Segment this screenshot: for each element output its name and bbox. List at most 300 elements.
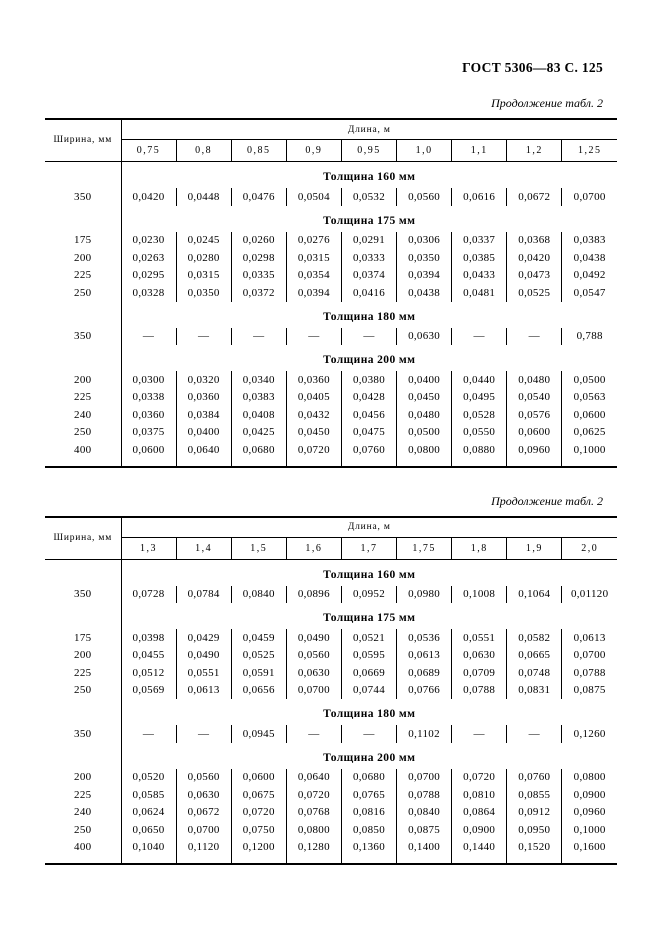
value-cell: 0,0950 <box>507 821 562 839</box>
value-cell: 0,0630 <box>452 647 507 665</box>
value-cell: 0,0600 <box>507 424 562 442</box>
value-cell: 0,0560 <box>286 647 341 665</box>
value-cell: 0,01120 <box>562 586 617 604</box>
value-cell: 0,1280 <box>286 839 341 865</box>
value-cell: 0,0640 <box>286 769 341 787</box>
length-header: Длина, м <box>121 119 617 140</box>
value-cell: 0,0613 <box>176 682 231 700</box>
value-cell: 0,0960 <box>562 804 617 822</box>
table-row <box>45 424 617 442</box>
table-row <box>45 284 617 302</box>
section-row <box>45 559 617 586</box>
section-width-spacer <box>45 699 121 725</box>
value-cell: 0,0500 <box>397 424 452 442</box>
value-cell: 0,0315 <box>176 267 231 285</box>
value-cell: 0,0625 <box>562 424 617 442</box>
value-cell: 0,0375 <box>121 424 176 442</box>
value-cell: 0,0952 <box>341 586 396 604</box>
value-cell: 0,0613 <box>562 629 617 647</box>
value-cell: 0,0450 <box>286 424 341 442</box>
section-width-spacer <box>45 162 121 189</box>
value-cell: 0,0960 <box>507 441 562 467</box>
value-cell: 0,0765 <box>341 786 396 804</box>
value-cell: 0,0875 <box>397 821 452 839</box>
table-body <box>45 162 617 467</box>
value-cell: 0,0680 <box>341 769 396 787</box>
value-cell: 0,0569 <box>121 682 176 700</box>
width-cell: 350 <box>45 188 121 206</box>
length-header: Длина, м <box>121 517 617 538</box>
value-cell: 0,0476 <box>231 188 286 206</box>
value-cell: 0,0337 <box>452 232 507 250</box>
value-cell: 0,0525 <box>507 284 562 302</box>
value-cell: 0,0766 <box>397 682 452 700</box>
value-cell: 0,0374 <box>341 267 396 285</box>
value-cell: 0,0850 <box>341 821 396 839</box>
value-cell: 0,0720 <box>286 786 341 804</box>
value-cell: 0,0831 <box>507 682 562 700</box>
section-width-spacer <box>45 603 121 629</box>
value-cell: 0,0875 <box>562 682 617 700</box>
value-cell: 0,0416 <box>341 284 396 302</box>
value-cell: 0,0680 <box>231 441 286 467</box>
value-cell: 0,0425 <box>231 424 286 442</box>
width-cell: 175 <box>45 629 121 647</box>
width-cell: 350 <box>45 328 121 346</box>
value-cell: 0,0768 <box>286 804 341 822</box>
value-cell: 0,1520 <box>507 839 562 865</box>
value-cell: 0,0672 <box>176 804 231 822</box>
section-title: Толщина 175 мм <box>323 214 416 227</box>
table-header <box>45 119 617 162</box>
width-cell: 250 <box>45 284 121 302</box>
value-cell: 0,0380 <box>341 371 396 389</box>
value-cell: 0,0280 <box>176 249 231 267</box>
table-row <box>45 249 617 267</box>
length-column-header: 1,7 <box>341 537 396 559</box>
value-cell: 0,0720 <box>286 441 341 467</box>
value-cell: 0,0440 <box>452 371 507 389</box>
value-cell: 0,0585 <box>121 786 176 804</box>
value-cell: 0,0400 <box>397 371 452 389</box>
length-column-header: 1,6 <box>286 537 341 559</box>
value-cell: 0,0480 <box>397 406 452 424</box>
table-row <box>45 769 617 787</box>
value-cell: 0,1064 <box>507 586 562 604</box>
value-cell: 0,0408 <box>231 406 286 424</box>
value-cell: 0,0383 <box>231 389 286 407</box>
value-cell: 0,0784 <box>176 586 231 604</box>
value-cell: 0,0728 <box>121 586 176 604</box>
value-cell: 0,0912 <box>507 804 562 822</box>
value-cell: 0,0800 <box>286 821 341 839</box>
value-cell: 0,0438 <box>397 284 452 302</box>
value-cell: 0,1000 <box>562 441 617 467</box>
width-cell: 225 <box>45 664 121 682</box>
value-cell: 0,0448 <box>176 188 231 206</box>
value-cell: 0,1000 <box>562 821 617 839</box>
dimensions-table <box>45 516 617 866</box>
value-cell: — <box>286 725 341 743</box>
table-row <box>45 406 617 424</box>
section-row <box>45 206 617 232</box>
table-row <box>45 725 617 743</box>
value-cell: 0,0350 <box>397 249 452 267</box>
table-row <box>45 786 617 804</box>
section-title: Толщина 160 мм <box>323 171 416 183</box>
value-cell: 0,0384 <box>176 406 231 424</box>
value-cell: 0,0547 <box>562 284 617 302</box>
value-cell: 0,0405 <box>286 389 341 407</box>
value-cell: 0,0504 <box>286 188 341 206</box>
value-cell: 0,0616 <box>452 188 507 206</box>
value-cell: 0,1400 <box>397 839 452 865</box>
value-cell: 0,0665 <box>507 647 562 665</box>
value-cell: 0,0760 <box>507 769 562 787</box>
width-cell: 240 <box>45 406 121 424</box>
value-cell: 0,0582 <box>507 629 562 647</box>
width-column-header: Ширина, мм <box>45 119 121 162</box>
value-cell: 0,0864 <box>452 804 507 822</box>
value-cell: 0,0354 <box>286 267 341 285</box>
value-cell: 0,1200 <box>231 839 286 865</box>
value-cell: 0,0640 <box>176 441 231 467</box>
value-cell: 0,0394 <box>397 267 452 285</box>
width-cell: 400 <box>45 839 121 865</box>
value-cell: 0,0800 <box>562 769 617 787</box>
section-row <box>45 345 617 371</box>
length-column-header: 0,95 <box>341 140 396 162</box>
width-cell: 200 <box>45 249 121 267</box>
value-cell: 0,0800 <box>397 441 452 467</box>
table-header <box>45 517 617 560</box>
table-row <box>45 389 617 407</box>
value-cell: 0,0338 <box>121 389 176 407</box>
value-cell: 0,0675 <box>231 786 286 804</box>
value-cell: 0,0945 <box>231 725 286 743</box>
value-cell: 0,0360 <box>286 371 341 389</box>
value-cell: 0,0700 <box>286 682 341 700</box>
value-cell: 0,0492 <box>562 267 617 285</box>
table-row <box>45 188 617 206</box>
value-cell: 0,0788 <box>562 664 617 682</box>
section-title: Толщина 180 мм <box>323 708 416 720</box>
value-cell: 0,0563 <box>562 389 617 407</box>
value-cell: 0,0551 <box>452 629 507 647</box>
value-cell: 0,0896 <box>286 586 341 604</box>
value-cell: 0,0630 <box>176 786 231 804</box>
value-cell: 0,0473 <box>507 267 562 285</box>
table-row <box>45 664 617 682</box>
table-row <box>45 586 617 604</box>
value-cell: 0,0360 <box>176 389 231 407</box>
value-cell: 0,0551 <box>176 664 231 682</box>
section-width-spacer <box>45 559 121 586</box>
length-column-header: 1,25 <box>562 140 617 162</box>
header-row-group <box>45 517 617 538</box>
value-cell: 0,0475 <box>341 424 396 442</box>
value-cell: 0,0656 <box>231 682 286 700</box>
value-cell: 0,0576 <box>507 406 562 424</box>
value-cell: 0,0394 <box>286 284 341 302</box>
table-block <box>45 96 617 468</box>
value-cell: — <box>176 725 231 743</box>
value-cell: — <box>231 328 286 346</box>
width-cell: 200 <box>45 769 121 787</box>
length-column-header: 1,4 <box>176 537 231 559</box>
value-cell: — <box>121 328 176 346</box>
value-cell: 0,0689 <box>397 664 452 682</box>
value-cell: 0,0980 <box>397 586 452 604</box>
value-cell: 0,0748 <box>507 664 562 682</box>
header-row-lengths <box>45 140 617 162</box>
value-cell: — <box>507 725 562 743</box>
value-cell: 0,0600 <box>562 406 617 424</box>
section-width-spacer <box>45 345 121 371</box>
width-cell: 350 <box>45 586 121 604</box>
value-cell: 0,0788 <box>452 682 507 700</box>
value-cell: 0,0630 <box>286 664 341 682</box>
value-cell: — <box>121 725 176 743</box>
value-cell: 0,0536 <box>397 629 452 647</box>
header-row-lengths <box>45 537 617 559</box>
table-row <box>45 839 617 865</box>
value-cell: 0,0840 <box>397 804 452 822</box>
length-column-header: 1,3 <box>121 537 176 559</box>
value-cell: 0,788 <box>562 328 617 346</box>
width-cell: 175 <box>45 232 121 250</box>
table-row <box>45 629 617 647</box>
table-row <box>45 682 617 700</box>
value-cell: 0,0525 <box>231 647 286 665</box>
table-row <box>45 267 617 285</box>
value-cell: 0,0429 <box>176 629 231 647</box>
value-cell: 0,0459 <box>231 629 286 647</box>
value-cell: 0,1040 <box>121 839 176 865</box>
value-cell: 0,0360 <box>121 406 176 424</box>
value-cell: 0,0840 <box>231 586 286 604</box>
page-title: ГОСТ 5306—83 С. 125 <box>462 60 603 75</box>
value-cell: 0,0700 <box>176 821 231 839</box>
value-cell: — <box>286 328 341 346</box>
length-column-header: 0,85 <box>231 140 286 162</box>
header-row-group <box>45 119 617 140</box>
value-cell: 0,0368 <box>507 232 562 250</box>
value-cell: 0,0456 <box>341 406 396 424</box>
value-cell: 0,0900 <box>562 786 617 804</box>
value-cell: 0,0306 <box>397 232 452 250</box>
value-cell: 0,0495 <box>452 389 507 407</box>
value-cell: 0,0855 <box>507 786 562 804</box>
value-cell: 0,0630 <box>397 328 452 346</box>
width-cell: 250 <box>45 682 121 700</box>
value-cell: — <box>176 328 231 346</box>
value-cell: 0,0350 <box>176 284 231 302</box>
value-cell: — <box>341 328 396 346</box>
table-row <box>45 821 617 839</box>
value-cell: 0,0372 <box>231 284 286 302</box>
section-width-spacer <box>45 743 121 769</box>
dimensions-table <box>45 118 617 468</box>
value-cell: 0,0672 <box>507 188 562 206</box>
section-row <box>45 743 617 769</box>
section-title: Толщина 200 мм <box>323 751 416 764</box>
table-row <box>45 647 617 665</box>
value-cell: 0,0650 <box>121 821 176 839</box>
table-row <box>45 441 617 467</box>
value-cell: 0,0300 <box>121 371 176 389</box>
section-title: Толщина 200 мм <box>323 354 416 366</box>
width-cell: 400 <box>45 441 121 467</box>
value-cell: 0,0613 <box>397 647 452 665</box>
value-cell: 0,0720 <box>452 769 507 787</box>
value-cell: 0,0455 <box>121 647 176 665</box>
value-cell: 0,0709 <box>452 664 507 682</box>
length-column-header: 0,8 <box>176 140 231 162</box>
value-cell: 0,0750 <box>231 821 286 839</box>
value-cell: 0,0744 <box>341 682 396 700</box>
value-cell: 0,0532 <box>341 188 396 206</box>
value-cell: 0,0480 <box>507 371 562 389</box>
value-cell: 0,1120 <box>176 839 231 865</box>
table-row <box>45 232 617 250</box>
length-column-header: 1,2 <box>507 140 562 162</box>
value-cell: 0,0333 <box>341 249 396 267</box>
length-column-header: 1,1 <box>452 140 507 162</box>
value-cell: 0,1600 <box>562 839 617 865</box>
value-cell: 0,0560 <box>397 188 452 206</box>
value-cell: 0,0398 <box>121 629 176 647</box>
value-cell: — <box>341 725 396 743</box>
width-cell: 225 <box>45 786 121 804</box>
length-column-header: 1,8 <box>452 537 507 559</box>
value-cell: 0,0595 <box>341 647 396 665</box>
value-cell: 0,0420 <box>121 188 176 206</box>
table-continuation-label: Продолжение табл. 2 <box>491 493 603 508</box>
value-cell: — <box>452 328 507 346</box>
value-cell: 0,0260 <box>231 232 286 250</box>
value-cell: 0,0432 <box>286 406 341 424</box>
value-cell: 0,0245 <box>176 232 231 250</box>
value-cell: 0,0560 <box>176 769 231 787</box>
value-cell: 0,0788 <box>397 786 452 804</box>
value-cell: 0,0438 <box>562 249 617 267</box>
value-cell: 0,0521 <box>341 629 396 647</box>
value-cell: 0,1008 <box>452 586 507 604</box>
value-cell: 0,0420 <box>507 249 562 267</box>
table-continuation-label: Продолжение табл. 2 <box>491 96 603 110</box>
length-column-header: 0,75 <box>121 140 176 162</box>
value-cell: 0,0500 <box>562 371 617 389</box>
page-header <box>45 60 617 76</box>
value-cell: 0,0512 <box>121 664 176 682</box>
value-cell: 0,0291 <box>341 232 396 250</box>
value-cell: 0,0700 <box>562 647 617 665</box>
section-row <box>45 603 617 629</box>
value-cell: 0,0540 <box>507 389 562 407</box>
value-cell: 0,0816 <box>341 804 396 822</box>
value-cell: 0,0298 <box>231 249 286 267</box>
table-row <box>45 328 617 346</box>
value-cell: 0,1260 <box>562 725 617 743</box>
section-row <box>45 302 617 328</box>
width-cell: 250 <box>45 424 121 442</box>
width-cell: 240 <box>45 804 121 822</box>
value-cell: 0,1360 <box>341 839 396 865</box>
value-cell: 0,0880 <box>452 441 507 467</box>
width-cell: 250 <box>45 821 121 839</box>
length-column-header: 1,75 <box>397 537 452 559</box>
value-cell: 0,1102 <box>397 725 452 743</box>
table-row <box>45 371 617 389</box>
length-column-header: 1,0 <box>397 140 452 162</box>
width-column-header: Ширина, мм <box>45 517 121 560</box>
section-row <box>45 699 617 725</box>
value-cell: 0,0550 <box>452 424 507 442</box>
value-cell: 0,0624 <box>121 804 176 822</box>
value-cell: 0,0428 <box>341 389 396 407</box>
table-body <box>45 559 617 864</box>
width-cell: 350 <box>45 725 121 743</box>
value-cell: 0,0433 <box>452 267 507 285</box>
value-cell: 0,0700 <box>397 769 452 787</box>
value-cell: 0,0383 <box>562 232 617 250</box>
value-cell: 0,0450 <box>397 389 452 407</box>
section-title: Толщина 175 мм <box>323 612 416 624</box>
length-column-header: 0,9 <box>286 140 341 162</box>
value-cell: 0,0520 <box>121 769 176 787</box>
value-cell: 0,0320 <box>176 371 231 389</box>
value-cell: 0,0263 <box>121 249 176 267</box>
length-column-header: 1,5 <box>231 537 286 559</box>
value-cell: 0,0720 <box>231 804 286 822</box>
section-width-spacer <box>45 206 121 232</box>
value-cell: 0,0700 <box>562 188 617 206</box>
value-cell: 0,0669 <box>341 664 396 682</box>
section-title: Толщина 160 мм <box>323 568 416 581</box>
value-cell: 0,0230 <box>121 232 176 250</box>
section-row <box>45 162 617 189</box>
value-cell: 0,0600 <box>121 441 176 467</box>
value-cell: — <box>507 328 562 346</box>
value-cell: 0,0900 <box>452 821 507 839</box>
length-column-header: 1,9 <box>507 537 562 559</box>
value-cell: 0,0591 <box>231 664 286 682</box>
value-cell: 0,0600 <box>231 769 286 787</box>
value-cell: 0,0295 <box>121 267 176 285</box>
width-cell: 225 <box>45 389 121 407</box>
value-cell: 0,0335 <box>231 267 286 285</box>
section-title: Толщина 180 мм <box>323 310 416 323</box>
value-cell: 0,0340 <box>231 371 286 389</box>
section-width-spacer <box>45 302 121 328</box>
value-cell: 0,0490 <box>176 647 231 665</box>
table-block <box>45 494 617 866</box>
value-cell: 0,0490 <box>286 629 341 647</box>
value-cell: 0,0385 <box>452 249 507 267</box>
length-column-header: 2,0 <box>562 537 617 559</box>
value-cell: 0,0328 <box>121 284 176 302</box>
value-cell: 0,0400 <box>176 424 231 442</box>
value-cell: 0,0276 <box>286 232 341 250</box>
value-cell: 0,1440 <box>452 839 507 865</box>
width-cell: 200 <box>45 647 121 665</box>
width-cell: 225 <box>45 267 121 285</box>
value-cell: 0,0315 <box>286 249 341 267</box>
value-cell: — <box>452 725 507 743</box>
width-cell: 200 <box>45 371 121 389</box>
table-row <box>45 804 617 822</box>
